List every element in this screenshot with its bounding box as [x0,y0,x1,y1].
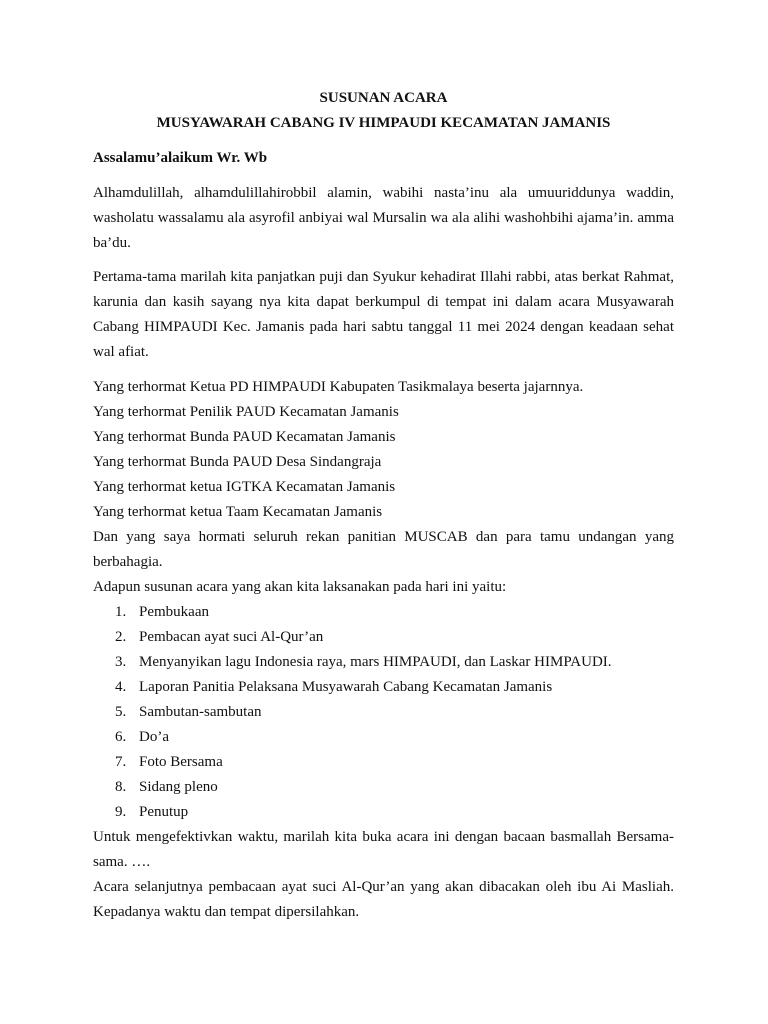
agenda-number: 9. [115,804,127,820]
agenda-text: Laporan Panitia Pelaksana Musyawarah Cabang Kecamatan Jamanis [139,679,553,695]
agenda-number: 7. [115,754,127,770]
agenda-item [93,600,674,625]
agenda-item [93,650,674,675]
agenda-item [93,750,674,775]
agenda-item [93,675,674,700]
agenda-intro: Adapun susunan acara yang akan kita laksanakan pada hari ini yaitu: [93,579,507,595]
greeting: Assalamu’alaikum Wr. Wb [93,150,268,166]
agenda-number: 8. [115,779,127,795]
respect-paragraph: Dan yang saya hormati seluruh rekan panitian MUSCAB dan para tamu undangan yang berbahagia. [93,529,674,570]
basmallah-paragraph: Untuk mengefektivkan waktu, marilah kita buka acara ini dengan bacaan basmallah Bersama-sama. …. [93,829,674,870]
agenda-item [93,700,674,725]
honorific-line: Yang terhormat ketua IGTKA Kecamatan Jamanis [93,479,396,495]
agenda-number: 2. [115,629,127,645]
agenda-text: Do’a [139,729,169,745]
honorifics-list [93,375,674,925]
document-body [93,86,674,925]
agenda-item [93,625,674,650]
gratitude-paragraph: Pertama-tama marilah kita panjatkan puji dan Syukur kehadirat Illahi rabbi, atas berkat Rahmat, karunia dan kasih sayang nya kita dapat berkumpul di tempat ini dalam acara Musyawarah Cabang HIMPAUDI Kec. Jamanis pada hari sabtu tanggal 11 mei 2024 dengan keadaan sehat wal afiat. [93,269,674,360]
agenda-text: Menyanyikan lagu Indonesia raya, mars HIMPAUDI, dan Laskar HIMPAUDI. [139,654,612,670]
agenda-text: Pembacan ayat suci Al-Qur’an [139,629,324,645]
agenda-list [93,600,674,825]
agenda-item [93,725,674,750]
honorific-line: Yang terhormat ketua Taam Kecamatan Jamanis [93,504,383,520]
agenda-number: 6. [115,729,127,745]
honorific-line: Yang terhormat Bunda PAUD Desa Sindangraja [93,454,382,470]
agenda-text: Sambutan-sambutan [139,704,262,720]
agenda-text: Sidang pleno [139,779,218,795]
agenda-number: 1. [115,604,127,620]
honorific-line: Yang terhormat Penilik PAUD Kecamatan Jamanis [93,404,399,420]
agenda-text: Penutup [139,804,189,820]
agenda-text: Pembukaan [139,604,209,620]
agenda-number: 3. [115,654,127,670]
honorific-line: Yang terhormat Ketua PD HIMPAUDI Kabupaten Tasikmalaya beserta jajarnnya. [93,379,584,395]
next-agenda-paragraph: Acara selanjutnya pembacaan ayat suci Al-Qur’an yang akan dibacakan oleh ibu Ai Masliah. Kepadanya waktu dan tempat dipersilahkan. [93,879,674,920]
document-title: SUSUNAN ACARA [319,90,448,106]
agenda-number: 5. [115,704,127,720]
honorific-line: Yang terhormat Bunda PAUD Kecamatan Jamanis [93,429,396,445]
document-subtitle: MUSYAWARAH CABANG IV HIMPAUDI KECAMATAN JAMANIS [156,115,611,131]
agenda-number: 4. [115,679,127,695]
agenda-text: Foto Bersama [139,754,223,770]
agenda-item [93,775,674,800]
opening-paragraph: Alhamdulillah, alhamdulillahirobbil alamin, wabihi nasta’inu ala umuuriddunya waddin, washolatu wassalamu ala asyrofil anbiyai wal Mursalin wa ala alihi washohbihi ajama’in. amma ba’du. [93,185,674,251]
agenda-item [93,800,674,825]
